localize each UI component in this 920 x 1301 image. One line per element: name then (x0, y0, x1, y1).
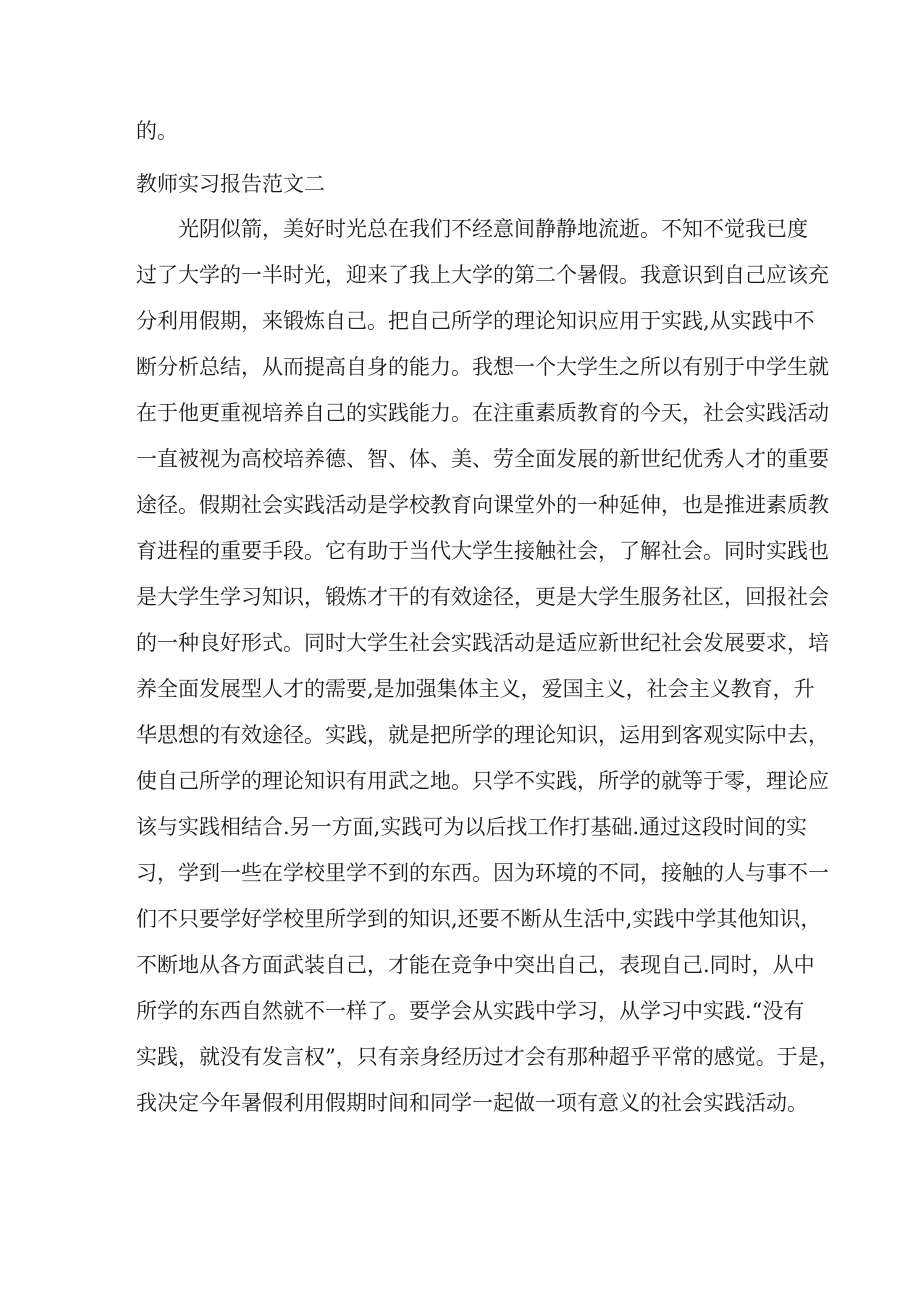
paragraph-line: 在于他更重视培养自己的实践能力。在注重素质教育的今天，社会实践活动 (136, 401, 829, 425)
paragraph-line: 不断地从各方面武装自己，才能在竞争中突出自己，表现自己.同时，从中 (136, 953, 815, 977)
paragraph-line: 育进程的重要手段。它有助于当代大学生接触社会，了解社会。同时实践也 (136, 539, 829, 563)
paragraph-line: 途径。假期社会实践活动是学校教育向课堂外的一种延伸，也是推进素质教 (136, 493, 829, 517)
section-title: 教师实习报告范文二 (136, 172, 325, 196)
paragraph-line: 实践，就没有发言权”，只有亲身经历过才会有那种超乎平常的感觉。于是， (136, 1045, 840, 1069)
paragraph-line: 我决定今年暑假利用假期时间和同学一起做一项有意义的社会实践活动。 (136, 1091, 808, 1115)
paragraph-line: 该与实践相结合.另一方面,实践可为以后找工作打基础.通过这段时间的实 (136, 815, 808, 839)
paragraph-line: 过了大学的一半时光，迎来了我上大学的第二个暑假。我意识到自己应该充 (136, 263, 829, 287)
paragraph-line: 使自己所学的理论知识有用武之地。只学不实践，所学的就等于零，理论应 (136, 769, 829, 793)
paragraph-line: 是大学生学习知识，锻炼才干的有效途径，更是大学生服务社区，回报社会 (136, 585, 829, 609)
paragraph-line: 们不只要学好学校里所学到的知识,还要不断从生活中,实践中学其他知识， (136, 907, 822, 931)
paragraph-line: 所学的东西自然就不一样了。要学会从实践中学习，从学习中实践.“没有 (136, 999, 805, 1023)
paragraph-line: 习，学到一些在学校里学不到的东西。因为环境的不同，接触的人与事不一 (136, 861, 829, 885)
paragraph-line: 华思想的有效途径。实践，就是把所学的理论知识，运用到客观实际中去， (136, 723, 829, 747)
paragraph-line: 养全面发展型人才的需要,是加强集体主义，爱国主义，社会主义教育，升 (136, 677, 815, 701)
paragraph-line: 断分析总结，从而提高自身的能力。我想一个大学生之所以有别于中学生就 (136, 355, 829, 379)
paragraph-line: 光阴似箭，美好时光总在我们不经意间静静地流逝。不知不觉我已度 (178, 217, 808, 241)
paragraph-line: 的一种良好形式。同时大学生社会实践活动是适应新世纪社会发展要求，培 (136, 631, 829, 655)
fragment-line: 的。 (136, 119, 178, 143)
paragraph-line: 一直被视为高校培养德、智、体、美、劳全面发展的新世纪优秀人才的重要 (136, 447, 829, 471)
paragraph-line: 分利用假期，来锻炼自己。把自己所学的理论知识应用于实践,从实践中不 (136, 309, 815, 333)
